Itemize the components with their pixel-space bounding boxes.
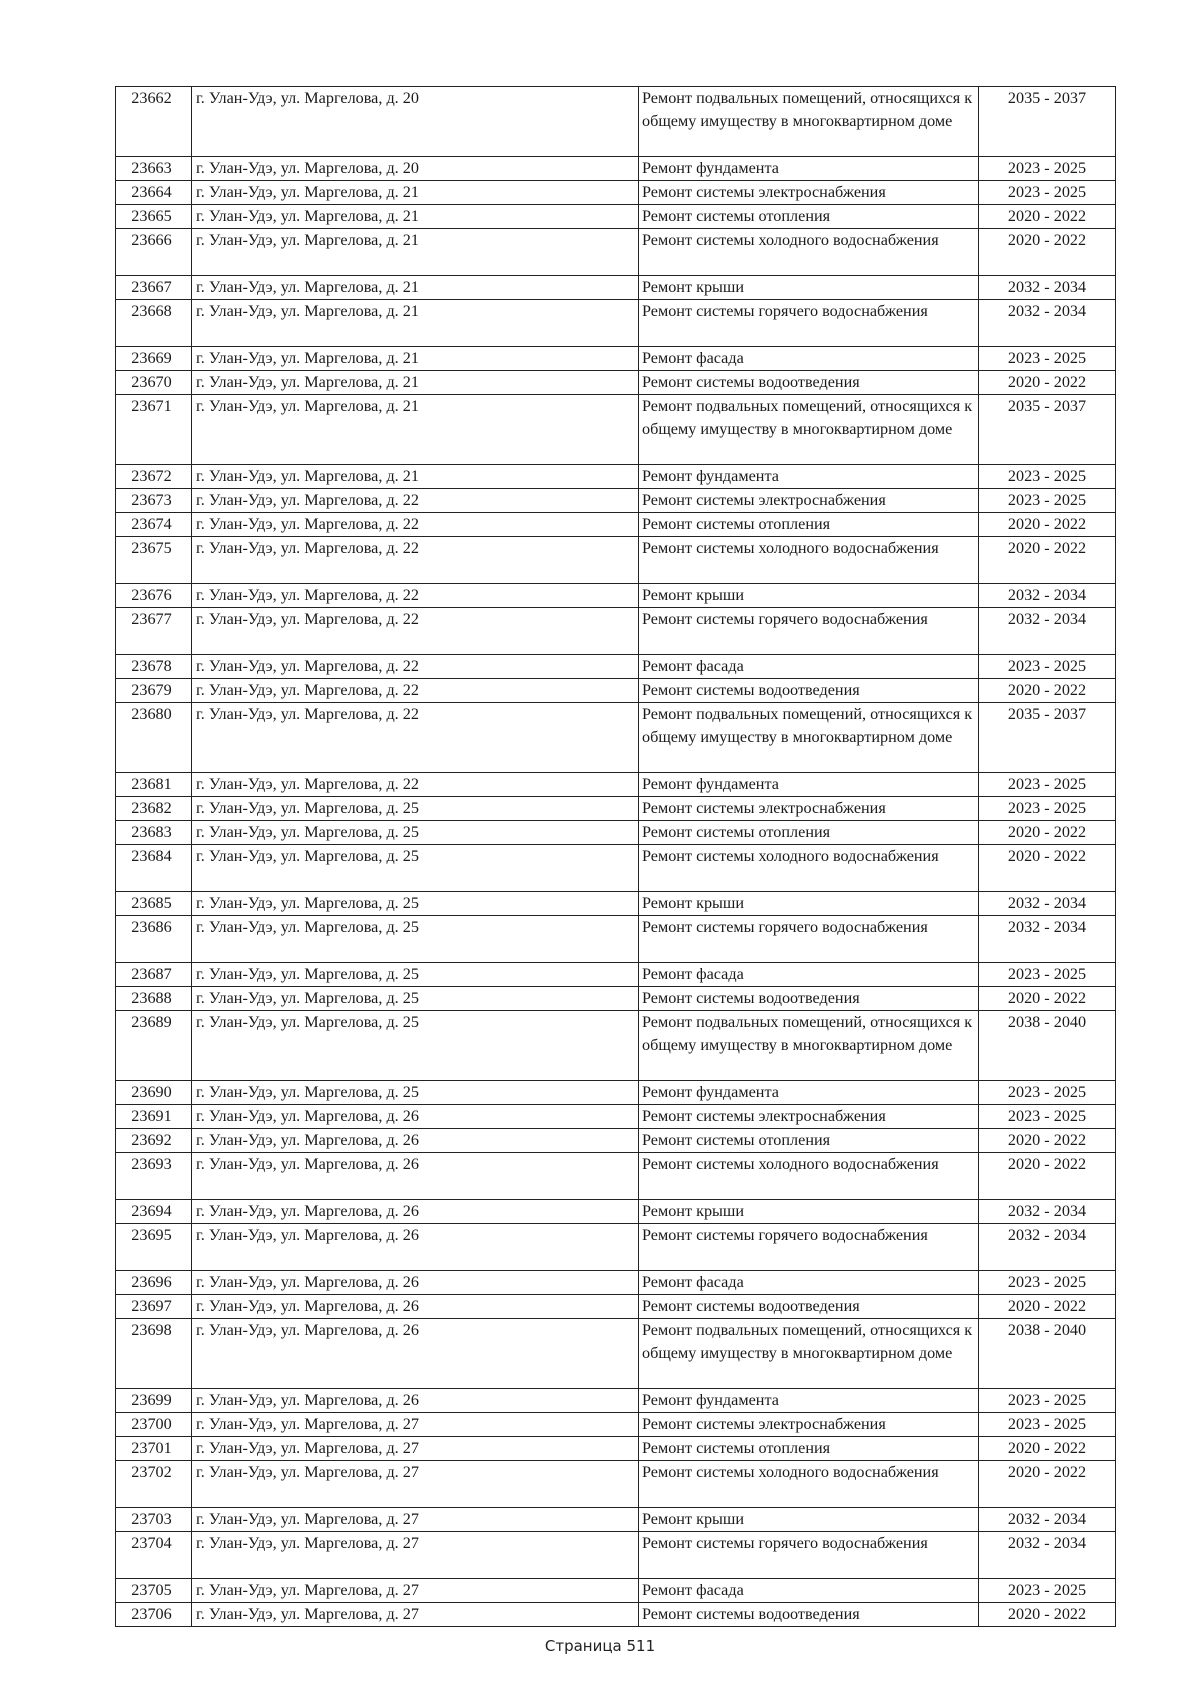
row-number-cell: 23693 (116, 1153, 192, 1200)
work-type-cell: Ремонт крыши (639, 276, 979, 300)
work-type-cell: Ремонт фундамента (639, 1389, 979, 1413)
period-cell: 2020 - 2022 (979, 537, 1116, 584)
address-cell: г. Улан-Удэ, ул. Маргелова, д. 22 (192, 513, 639, 537)
period-cell: 2023 - 2025 (979, 797, 1116, 821)
period-cell: 2023 - 2025 (979, 963, 1116, 987)
work-type-cell: Ремонт системы горячего водоснабжения (639, 916, 979, 963)
row-number-cell: 23700 (116, 1413, 192, 1437)
period-cell: 2032 - 2034 (979, 1508, 1116, 1532)
work-type-cell: Ремонт системы холодного водоснабжения (639, 1153, 979, 1200)
address-cell: г. Улан-Удэ, ул. Маргелова, д. 25 (192, 963, 639, 987)
row-number-cell: 23665 (116, 205, 192, 229)
work-type-cell: Ремонт фасада (639, 347, 979, 371)
table-row (116, 797, 1116, 821)
period-cell: 2023 - 2025 (979, 181, 1116, 205)
period-cell: 2020 - 2022 (979, 371, 1116, 395)
address-cell: г. Улан-Удэ, ул. Маргелова, д. 25 (192, 821, 639, 845)
period-cell: 2020 - 2022 (979, 205, 1116, 229)
row-number-cell: 23673 (116, 489, 192, 513)
row-number-cell: 23669 (116, 347, 192, 371)
work-type-cell: Ремонт системы горячего водоснабжения (639, 608, 979, 655)
table-row (116, 1011, 1116, 1081)
period-cell: 2020 - 2022 (979, 821, 1116, 845)
address-cell: г. Улан-Удэ, ул. Маргелова, д. 27 (192, 1508, 639, 1532)
address-cell: г. Улан-Удэ, ул. Маргелова, д. 25 (192, 892, 639, 916)
address-cell: г. Улан-Удэ, ул. Маргелова, д. 22 (192, 608, 639, 655)
period-cell: 2020 - 2022 (979, 1437, 1116, 1461)
row-number-cell: 23688 (116, 987, 192, 1011)
row-number-cell: 23701 (116, 1437, 192, 1461)
work-type-cell: Ремонт фасада (639, 1579, 979, 1603)
period-cell: 2020 - 2022 (979, 1603, 1116, 1627)
row-number-cell: 23676 (116, 584, 192, 608)
address-cell: г. Улан-Удэ, ул. Маргелова, д. 26 (192, 1200, 639, 1224)
period-cell: 2032 - 2034 (979, 608, 1116, 655)
period-cell: 2023 - 2025 (979, 347, 1116, 371)
row-number-cell: 23666 (116, 229, 192, 276)
period-cell: 2032 - 2034 (979, 892, 1116, 916)
table-row (116, 1508, 1116, 1532)
row-number-cell: 23691 (116, 1105, 192, 1129)
work-type-cell: Ремонт системы электроснабжения (639, 797, 979, 821)
period-cell: 2023 - 2025 (979, 773, 1116, 797)
work-type-cell: Ремонт системы водоотведения (639, 679, 979, 703)
address-cell: г. Улан-Удэ, ул. Маргелова, д. 26 (192, 1271, 639, 1295)
period-cell: 2023 - 2025 (979, 465, 1116, 489)
row-number-cell: 23685 (116, 892, 192, 916)
repair-schedule-table (115, 86, 1116, 1627)
address-cell: г. Улан-Удэ, ул. Маргелова, д. 26 (192, 1295, 639, 1319)
row-number-cell: 23672 (116, 465, 192, 489)
work-type-cell: Ремонт системы электроснабжения (639, 1413, 979, 1437)
address-cell: г. Улан-Удэ, ул. Маргелова, д. 26 (192, 1153, 639, 1200)
period-cell: 2023 - 2025 (979, 489, 1116, 513)
address-cell: г. Улан-Удэ, ул. Маргелова, д. 20 (192, 157, 639, 181)
row-number-cell: 23674 (116, 513, 192, 537)
address-cell: г. Улан-Удэ, ул. Маргелова, д. 26 (192, 1319, 639, 1389)
period-cell: 2032 - 2034 (979, 276, 1116, 300)
period-cell: 2023 - 2025 (979, 1081, 1116, 1105)
table-row (116, 1579, 1116, 1603)
row-number-cell: 23696 (116, 1271, 192, 1295)
period-cell: 2020 - 2022 (979, 987, 1116, 1011)
work-type-cell: Ремонт системы отопления (639, 513, 979, 537)
table-row (116, 1105, 1116, 1129)
row-number-cell: 23677 (116, 608, 192, 655)
table-row (116, 916, 1116, 963)
work-type-cell: Ремонт подвальных помещений, относящихся к общему имуществу в многоквартирном доме (639, 703, 979, 773)
row-number-cell: 23680 (116, 703, 192, 773)
table-row (116, 1319, 1116, 1389)
address-cell: г. Улан-Удэ, ул. Маргелова, д. 22 (192, 537, 639, 584)
row-number-cell: 23690 (116, 1081, 192, 1105)
address-cell: г. Улан-Удэ, ул. Маргелова, д. 21 (192, 300, 639, 347)
work-type-cell: Ремонт системы отопления (639, 1129, 979, 1153)
table-row (116, 655, 1116, 679)
period-cell: 2023 - 2025 (979, 1271, 1116, 1295)
table-row (116, 892, 1116, 916)
work-type-cell: Ремонт фасада (639, 655, 979, 679)
address-cell: г. Улан-Удэ, ул. Маргелова, д. 25 (192, 797, 639, 821)
table-row (116, 1461, 1116, 1508)
address-cell: г. Улан-Удэ, ул. Маргелова, д. 27 (192, 1532, 639, 1579)
address-cell: г. Улан-Удэ, ул. Маргелова, д. 27 (192, 1461, 639, 1508)
work-type-cell: Ремонт системы горячего водоснабжения (639, 1532, 979, 1579)
period-cell: 2038 - 2040 (979, 1011, 1116, 1081)
row-number-cell: 23703 (116, 1508, 192, 1532)
work-type-cell: Ремонт крыши (639, 892, 979, 916)
table-row (116, 1081, 1116, 1105)
work-type-cell: Ремонт системы электроснабжения (639, 1105, 979, 1129)
row-number-cell: 23689 (116, 1011, 192, 1081)
table-row (116, 703, 1116, 773)
work-type-cell: Ремонт системы отопления (639, 205, 979, 229)
row-number-cell: 23671 (116, 395, 192, 465)
row-number-cell: 23702 (116, 1461, 192, 1508)
address-cell: г. Улан-Удэ, ул. Маргелова, д. 21 (192, 205, 639, 229)
address-cell: г. Улан-Удэ, ул. Маргелова, д. 21 (192, 395, 639, 465)
period-cell: 2038 - 2040 (979, 1319, 1116, 1389)
period-cell: 2023 - 2025 (979, 1389, 1116, 1413)
period-cell: 2023 - 2025 (979, 655, 1116, 679)
work-type-cell: Ремонт системы холодного водоснабжения (639, 537, 979, 584)
period-cell: 2035 - 2037 (979, 395, 1116, 465)
address-cell: г. Улан-Удэ, ул. Маргелова, д. 21 (192, 371, 639, 395)
table-body (116, 87, 1116, 1627)
table-row (116, 87, 1116, 157)
row-number-cell: 23682 (116, 797, 192, 821)
period-cell: 2032 - 2034 (979, 584, 1116, 608)
table-row (116, 395, 1116, 465)
address-cell: г. Улан-Удэ, ул. Маргелова, д. 27 (192, 1413, 639, 1437)
address-cell: г. Улан-Удэ, ул. Маргелова, д. 22 (192, 489, 639, 513)
table-row (116, 679, 1116, 703)
address-cell: г. Улан-Удэ, ул. Маргелова, д. 22 (192, 584, 639, 608)
table-row (116, 1129, 1116, 1153)
table-row (116, 1532, 1116, 1579)
address-cell: г. Улан-Удэ, ул. Маргелова, д. 27 (192, 1579, 639, 1603)
period-cell: 2023 - 2025 (979, 157, 1116, 181)
row-number-cell: 23706 (116, 1603, 192, 1627)
row-number-cell: 23695 (116, 1224, 192, 1271)
address-cell: г. Улан-Удэ, ул. Маргелова, д. 26 (192, 1105, 639, 1129)
table-row (116, 773, 1116, 797)
address-cell: г. Улан-Удэ, ул. Маргелова, д. 25 (192, 1011, 639, 1081)
address-cell: г. Улан-Удэ, ул. Маргелова, д. 26 (192, 1129, 639, 1153)
period-cell: 2020 - 2022 (979, 1461, 1116, 1508)
period-cell: 2020 - 2022 (979, 229, 1116, 276)
row-number-cell: 23678 (116, 655, 192, 679)
table-row (116, 1413, 1116, 1437)
work-type-cell: Ремонт системы холодного водоснабжения (639, 1461, 979, 1508)
work-type-cell: Ремонт системы электроснабжения (639, 489, 979, 513)
address-cell: г. Улан-Удэ, ул. Маргелова, д. 27 (192, 1437, 639, 1461)
address-cell: г. Улан-Удэ, ул. Маргелова, д. 21 (192, 229, 639, 276)
row-number-cell: 23684 (116, 845, 192, 892)
period-cell: 2023 - 2025 (979, 1579, 1116, 1603)
row-number-cell: 23667 (116, 276, 192, 300)
table-row (116, 157, 1116, 181)
address-cell: г. Улан-Удэ, ул. Маргелова, д. 22 (192, 703, 639, 773)
work-type-cell: Ремонт системы холодного водоснабжения (639, 229, 979, 276)
table-row (116, 1389, 1116, 1413)
table-row (116, 465, 1116, 489)
period-cell: 2032 - 2034 (979, 916, 1116, 963)
address-cell: г. Улан-Удэ, ул. Маргелова, д. 25 (192, 1081, 639, 1105)
work-type-cell: Ремонт системы горячего водоснабжения (639, 1224, 979, 1271)
row-number-cell: 23683 (116, 821, 192, 845)
row-number-cell: 23670 (116, 371, 192, 395)
work-type-cell: Ремонт подвальных помещений, относящихся к общему имуществу в многоквартирном доме (639, 1319, 979, 1389)
table-row (116, 845, 1116, 892)
row-number-cell: 23686 (116, 916, 192, 963)
work-type-cell: Ремонт системы холодного водоснабжения (639, 845, 979, 892)
work-type-cell: Ремонт фасада (639, 1271, 979, 1295)
table-row (116, 584, 1116, 608)
table-row (116, 1295, 1116, 1319)
row-number-cell: 23675 (116, 537, 192, 584)
table-row (116, 1271, 1116, 1295)
work-type-cell: Ремонт системы водоотведения (639, 371, 979, 395)
work-type-cell: Ремонт системы водоотведения (639, 1295, 979, 1319)
row-number-cell: 23704 (116, 1532, 192, 1579)
period-cell: 2032 - 2034 (979, 1200, 1116, 1224)
table-row (116, 1153, 1116, 1200)
row-number-cell: 23697 (116, 1295, 192, 1319)
row-number-cell: 23699 (116, 1389, 192, 1413)
address-cell: г. Улан-Удэ, ул. Маргелова, д. 21 (192, 465, 639, 489)
work-type-cell: Ремонт фундамента (639, 157, 979, 181)
table-row (116, 1437, 1116, 1461)
period-cell: 2020 - 2022 (979, 1295, 1116, 1319)
row-number-cell: 23694 (116, 1200, 192, 1224)
table-row (116, 963, 1116, 987)
row-number-cell: 23679 (116, 679, 192, 703)
period-cell: 2032 - 2034 (979, 300, 1116, 347)
table-row (116, 821, 1116, 845)
row-number-cell: 23687 (116, 963, 192, 987)
work-type-cell: Ремонт фундамента (639, 773, 979, 797)
address-cell: г. Улан-Удэ, ул. Маргелова, д. 25 (192, 845, 639, 892)
table-row (116, 229, 1116, 276)
work-type-cell: Ремонт системы отопления (639, 821, 979, 845)
work-type-cell: Ремонт системы водоотведения (639, 1603, 979, 1627)
page-number: Страница 511 (544, 1637, 656, 1655)
table-row (116, 513, 1116, 537)
table-row (116, 608, 1116, 655)
address-cell: г. Улан-Удэ, ул. Маргелова, д. 25 (192, 916, 639, 963)
period-cell: 2032 - 2034 (979, 1224, 1116, 1271)
work-type-cell: Ремонт фундамента (639, 1081, 979, 1105)
address-cell: г. Улан-Удэ, ул. Маргелова, д. 21 (192, 347, 639, 371)
work-type-cell: Ремонт системы отопления (639, 1437, 979, 1461)
period-cell: 2035 - 2037 (979, 87, 1116, 157)
period-cell: 2023 - 2025 (979, 1413, 1116, 1437)
address-cell: г. Улан-Удэ, ул. Маргелова, д. 22 (192, 679, 639, 703)
table-row (116, 300, 1116, 347)
period-cell: 2020 - 2022 (979, 845, 1116, 892)
table-row (116, 1200, 1116, 1224)
table-row (116, 987, 1116, 1011)
work-type-cell: Ремонт подвальных помещений, относящихся к общему имуществу в многоквартирном доме (639, 395, 979, 465)
row-number-cell: 23668 (116, 300, 192, 347)
work-type-cell: Ремонт фасада (639, 963, 979, 987)
period-cell: 2032 - 2034 (979, 1532, 1116, 1579)
address-cell: г. Улан-Удэ, ул. Маргелова, д. 27 (192, 1603, 639, 1627)
work-type-cell: Ремонт фундамента (639, 465, 979, 489)
row-number-cell: 23705 (116, 1579, 192, 1603)
period-cell: 2020 - 2022 (979, 513, 1116, 537)
period-cell: 2035 - 2037 (979, 703, 1116, 773)
row-number-cell: 23664 (116, 181, 192, 205)
address-cell: г. Улан-Удэ, ул. Маргелова, д. 26 (192, 1389, 639, 1413)
work-type-cell: Ремонт подвальных помещений, относящихся к общему имуществу в многоквартирном доме (639, 87, 979, 157)
row-number-cell: 23662 (116, 87, 192, 157)
work-type-cell: Ремонт крыши (639, 584, 979, 608)
work-type-cell: Ремонт подвальных помещений, относящихся к общему имуществу в многоквартирном доме (639, 1011, 979, 1081)
address-cell: г. Улан-Удэ, ул. Маргелова, д. 20 (192, 87, 639, 157)
row-number-cell: 23681 (116, 773, 192, 797)
address-cell: г. Улан-Удэ, ул. Маргелова, д. 22 (192, 773, 639, 797)
address-cell: г. Улан-Удэ, ул. Маргелова, д. 25 (192, 987, 639, 1011)
period-cell: 2020 - 2022 (979, 1153, 1116, 1200)
table-row (116, 181, 1116, 205)
work-type-cell: Ремонт системы электроснабжения (639, 181, 979, 205)
work-type-cell: Ремонт крыши (639, 1200, 979, 1224)
work-type-cell: Ремонт системы горячего водоснабжения (639, 300, 979, 347)
work-type-cell: Ремонт системы водоотведения (639, 987, 979, 1011)
table-row (116, 489, 1116, 513)
row-number-cell: 23692 (116, 1129, 192, 1153)
table-row (116, 1603, 1116, 1627)
row-number-cell: 23698 (116, 1319, 192, 1389)
table-row (116, 347, 1116, 371)
period-cell: 2020 - 2022 (979, 679, 1116, 703)
work-type-cell: Ремонт крыши (639, 1508, 979, 1532)
table-row (116, 371, 1116, 395)
row-number-cell: 23663 (116, 157, 192, 181)
address-cell: г. Улан-Удэ, ул. Маргелова, д. 26 (192, 1224, 639, 1271)
table-row (116, 537, 1116, 584)
period-cell: 2023 - 2025 (979, 1105, 1116, 1129)
table-row (116, 1224, 1116, 1271)
period-cell: 2020 - 2022 (979, 1129, 1116, 1153)
table-row (116, 276, 1116, 300)
address-cell: г. Улан-Удэ, ул. Маргелова, д. 21 (192, 276, 639, 300)
address-cell: г. Улан-Удэ, ул. Маргелова, д. 22 (192, 655, 639, 679)
address-cell: г. Улан-Удэ, ул. Маргелова, д. 21 (192, 181, 639, 205)
table-row (116, 205, 1116, 229)
